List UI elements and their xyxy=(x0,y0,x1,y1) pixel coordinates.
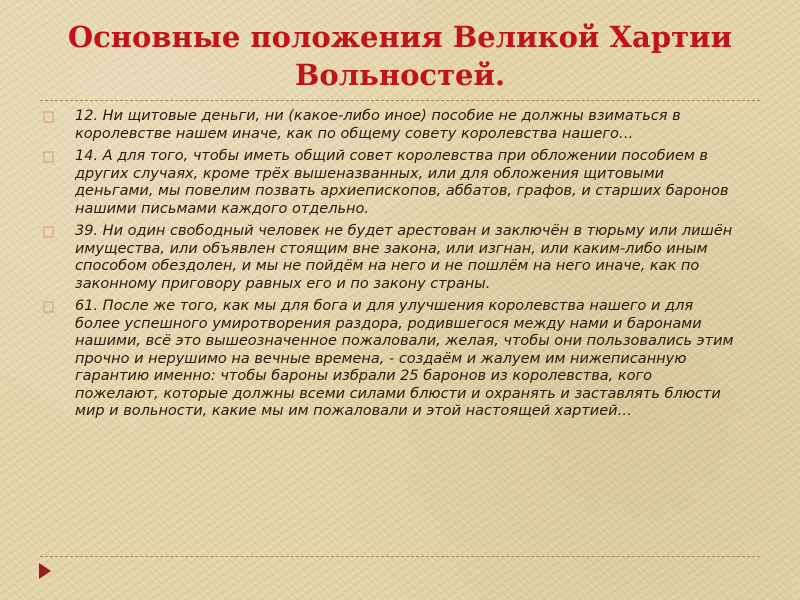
box-bullet-icon xyxy=(42,110,56,124)
title-divider xyxy=(40,100,760,101)
list-item xyxy=(40,223,740,293)
list-item-text: 12. Ни щитовые деньги, ни (какое-либо иное) пособие не должны взиматься в королевстве нашем иначе, как по общему совету королевства нашего… xyxy=(75,108,681,142)
list-item xyxy=(40,148,740,218)
list-item-text: 14. А для того, чтобы иметь общий совет королевства при обложении пособием в других случаях, кроме трёх вышеназванных, или для обложения щитовыми деньгами, мы повелим позвать архиепископов, аббатов, графов, и старших баронов нашими письмами каждого отдельно. xyxy=(75,148,729,217)
list-item-text: 39. Ни один свободный человек не будет арестован и заключён в тюрьму или лишён имущества, или объявлен стоящим вне закона, или изгнан, или каким-либо иным способом обездолен, и мы не пойдём на него и не пошлём на него иначе, как по законному приговору равных его и по закону страны. xyxy=(75,223,733,292)
list-item xyxy=(40,108,740,143)
triangle-right-icon[interactable] xyxy=(38,562,52,580)
slide-content xyxy=(40,108,740,426)
box-bullet-icon xyxy=(42,225,56,239)
list-item xyxy=(40,298,740,421)
box-bullet-icon xyxy=(42,150,56,164)
list-item-text: 61. После же того, как мы для бога и для улучшения королевства нашего и для более успешного умиротворения раздора, родившегося между нами и баронами нашими, всё это вышеозначенное пожаловали, желая, чтобы они пользовались этим прочно и нерушимо на вечные времена, - создаём и жалуем им нижеписанную гарантию именно: чтобы бароны избрали 25 баронов из королевства, кого пожелают, которые должны всеми силами блюсти и охранять и заставлять блюсти мир и вольности, какие мы им пожаловали и этой настоящей хартией… xyxy=(75,298,734,419)
box-bullet-icon xyxy=(42,300,56,314)
slide-title: Основные положения Великой Хартии Вольностей. xyxy=(67,20,733,92)
footer-divider xyxy=(40,556,760,557)
